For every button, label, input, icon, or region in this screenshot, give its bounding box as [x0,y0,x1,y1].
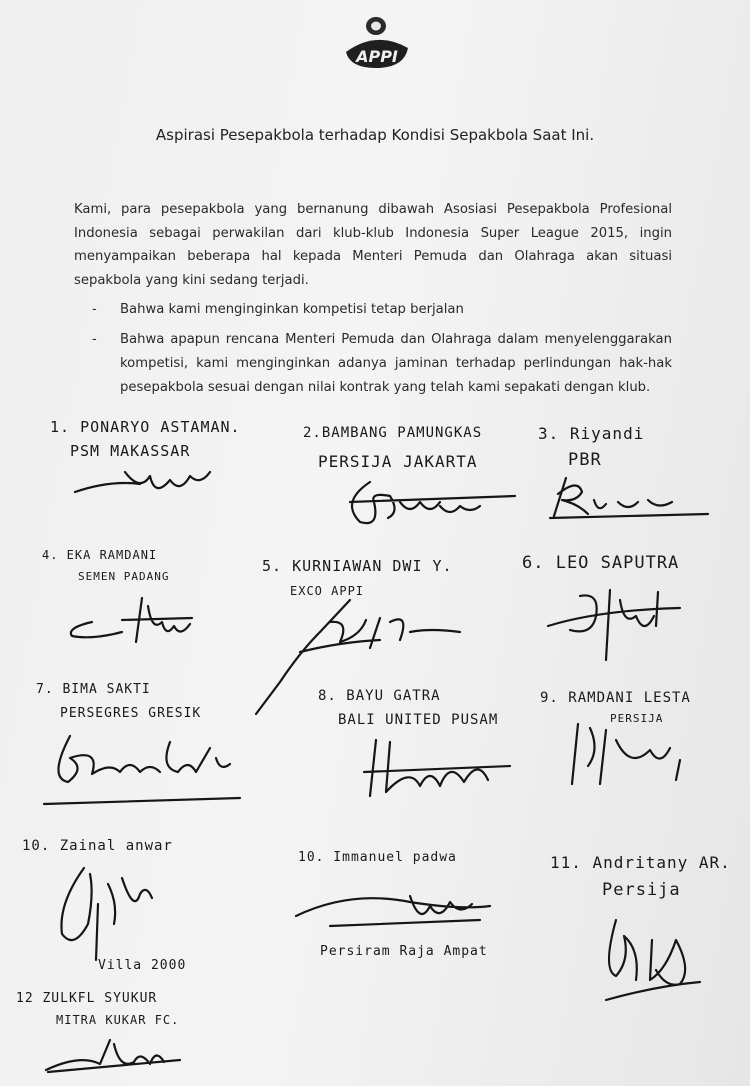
signatory-12-club: Persija [602,880,681,900]
signatory-8-name: 8. BAYU GATRA [318,688,441,704]
signatory-2-name: 2.BAMBANG PAMUNGKAS [303,425,483,441]
intro-paragraph: Kami, para pesepakbola yang bernanung dibawah Asosiasi Pesepakbola Profesional Indonesia sebagai perwakilan dari klub-klub Indonesia Super League 2015, ingin menyampaikan beberapa hal kepada Menteri Pemuda dan Olahraga akan situasi sepakbola yang kini sedang terjadi. [74,202,672,288]
signature-11 [290,886,500,936]
signatory-10-name: 10. Zainal anwar [22,838,173,854]
signatory-3-name: 3. Riyandi [538,424,645,443]
signatory-1-name: 1. PONARYO ASTAMAN. [50,418,241,436]
bullet-dash: - [92,332,97,347]
list-item [92,298,672,322]
signatory-6-name: 6. LEO SAPUTRA [522,553,680,573]
signatory-7-name: 7. BIMA SAKTI [36,682,151,697]
signatory-4-name: 4. EKA RAMDANI [42,548,158,562]
signatory-9-club: PERSIJA [610,712,664,725]
signature-6 [540,586,690,666]
signature-10 [48,864,178,964]
signature-1 [70,462,220,502]
bullet-dash: - [92,302,97,317]
appi-logo [336,12,416,74]
signature-3 [548,474,718,522]
signatory-10-club: Villa 2000 [98,958,187,973]
signatory-5-club: EXCO APPI [290,584,365,598]
signature-8 [360,736,530,804]
point-text: Bahwa kami menginginkan kompetisi tetap berjalan [120,302,464,317]
signature-2 [330,472,520,532]
logo-text: APPI [356,47,398,66]
signatory-13-name: 12 ZULKFL SYUKUR [16,991,158,1006]
signatory-1-club: PSM MAKASSAR [70,442,191,460]
point-text: Bahwa apapun rencana Menteri Pemuda dan Olahraga dalam menyelenggarakan kompetisi, kami menginginkan adanya jaminan terhadap perlindungan hak-hak pesepakbola sesuai dengan nilai kontrak yang telah kami sepakati dengan klub. [120,332,672,395]
signature-13 [40,1034,190,1078]
signature-7 [40,728,250,810]
signature-4 [62,592,202,652]
signatory-13-club: MITRA KUKAR FC. [56,1013,180,1027]
signatory-5-name: 5. KURNIAWAN DWI Y. [262,557,453,575]
signature-9 [560,720,700,792]
signature-12 [596,910,736,1006]
signatory-12-name: 11. Andritany AR. [550,853,731,872]
document-title: Aspirasi Pesepakbola terhadap Kondisi Sepakbola Saat Ini. [155,126,595,144]
signatory-11-club: Persiram Raja Ampat [320,944,488,959]
signatory-2-club: PERSIJA JAKARTA [318,452,478,471]
signatory-11-name: 10. Immanuel padwa [298,850,457,865]
signatory-4-club: SEMEN PADANG [78,570,170,583]
signatory-7-club: PERSEGRES GRESIK [60,706,202,721]
signatory-9-name: 9. RAMDANI LESTA [540,690,691,706]
signatory-8-club: BALI UNITED PUSAM [338,712,499,728]
list-item [92,328,672,400]
aspiration-list [92,298,672,406]
signatory-3-club: PBR [568,450,602,470]
